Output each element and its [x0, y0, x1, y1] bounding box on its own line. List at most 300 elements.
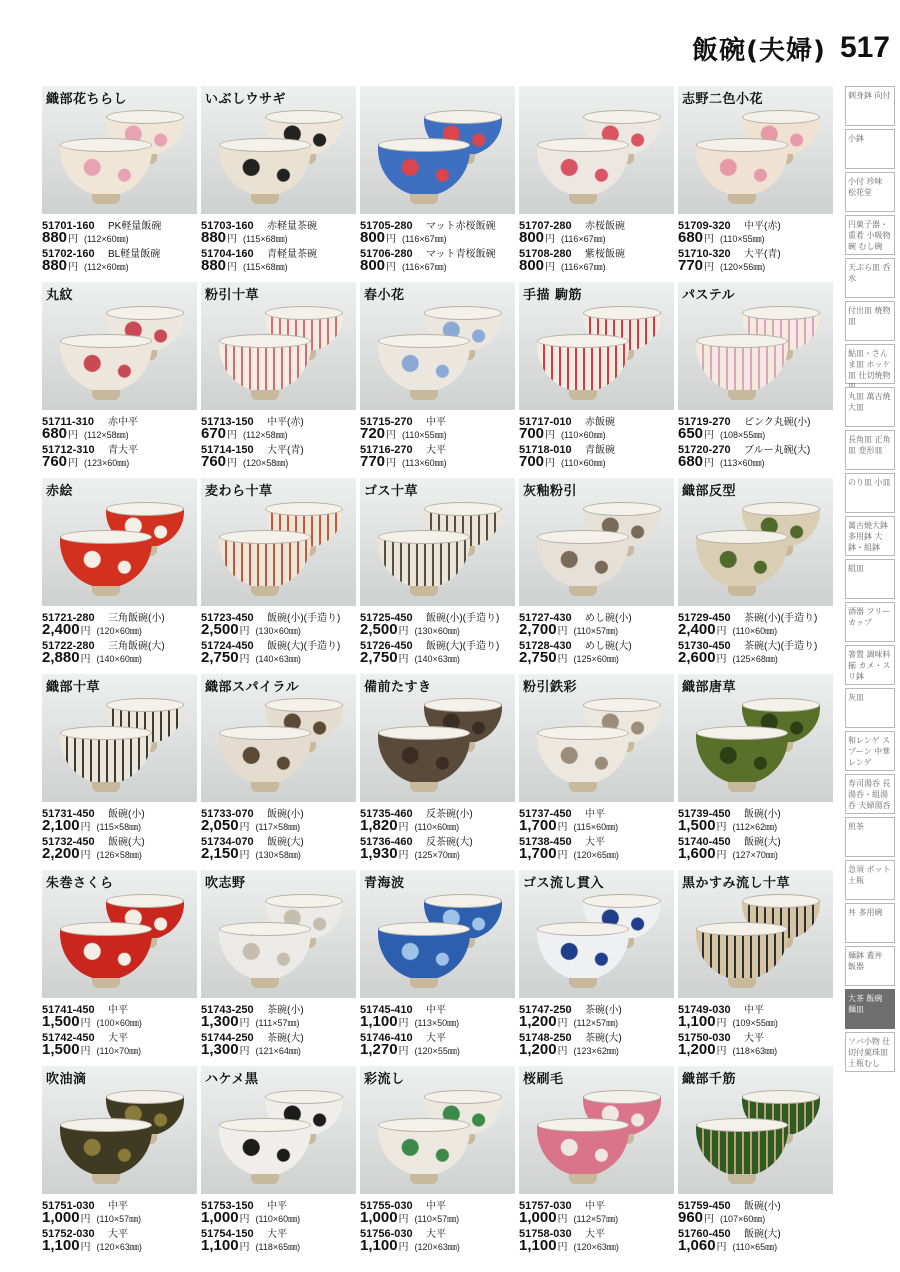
- item-code-line: [678, 637, 833, 652]
- product-card[interactable]: [360, 282, 515, 470]
- item-price: 700: [519, 425, 545, 442]
- yen-unit: 円: [239, 1018, 250, 1029]
- item-size: (121×64㎜): [255, 1046, 301, 1056]
- item-price: 2,500: [360, 621, 398, 638]
- item-price: 770: [678, 257, 704, 274]
- product-card[interactable]: [201, 1066, 356, 1254]
- item-size: (126×58㎜): [96, 850, 142, 860]
- product-card[interactable]: [201, 674, 356, 862]
- sidebar-tab[interactable]: ソバ小物 仕切付菓珠皿 土瓶むし: [845, 1032, 895, 1072]
- sidebar-tab[interactable]: 小付 珍味 松花堂: [845, 172, 895, 212]
- product-card[interactable]: [42, 674, 197, 862]
- page-title: 飯碗(夫婦): [692, 35, 826, 66]
- item-size: (110×70㎜): [96, 1046, 142, 1056]
- series-name: 備前たすき: [364, 680, 432, 695]
- bowl-image: [219, 928, 311, 980]
- item-code: 51701-160: [42, 220, 95, 232]
- product-info: [360, 217, 515, 273]
- item-name: 飯碗(大): [267, 837, 304, 848]
- item-price-line: [201, 817, 356, 833]
- product-photo: [201, 282, 356, 410]
- item-code: 51736-460: [360, 836, 413, 848]
- sidebar-tab[interactable]: 刺身鉢 向付: [845, 86, 895, 126]
- product-info: [360, 413, 515, 469]
- item-name: 中平: [108, 1201, 128, 1212]
- product-photo: [201, 86, 356, 214]
- item-size: (130×60㎜): [414, 626, 460, 636]
- bowl-image: [378, 144, 470, 196]
- sidebar-tab[interactable]: 煎茶: [845, 817, 895, 857]
- bowl-image: [378, 732, 470, 784]
- yen-unit: 円: [557, 626, 568, 637]
- item-name: 大平: [744, 1033, 764, 1044]
- item-code: 51709-320: [678, 220, 731, 232]
- item-price-line: [42, 1013, 197, 1029]
- item-price-line: [360, 425, 515, 441]
- item-name: 大平: [585, 1229, 605, 1240]
- item-name: 大平: [108, 1229, 128, 1240]
- product-info: [42, 805, 197, 861]
- item-name: 茶碗(小): [267, 1005, 304, 1016]
- yen-unit: 円: [386, 430, 397, 441]
- item-name: 飯碗(小): [108, 809, 145, 820]
- item-price: 720: [360, 425, 386, 442]
- sidebar-tab[interactable]: 寿司湯呑 長湯呑・組湯呑 夫婦湯呑: [845, 774, 895, 814]
- item-code-line: [201, 833, 356, 848]
- item-code: 51720-270: [678, 444, 731, 456]
- item-name: 大平: [585, 837, 605, 848]
- product-card[interactable]: [42, 1066, 197, 1254]
- item-price: 2,400: [678, 621, 716, 638]
- product-photo: [360, 674, 515, 802]
- product-photo: [678, 870, 833, 998]
- product-photo: [519, 86, 674, 214]
- item-code-line: [42, 441, 197, 456]
- item-price-line: [360, 1013, 515, 1029]
- item-name: BL軽量飯碗: [108, 249, 161, 260]
- product-photo: [201, 870, 356, 998]
- item-size: (112×58㎜): [243, 430, 288, 440]
- product-card[interactable]: [678, 282, 833, 470]
- item-name: 中平: [426, 1201, 446, 1212]
- page-header: [640, 28, 890, 68]
- item-price: 2,150: [201, 845, 239, 862]
- item-code: 51719-270: [678, 416, 731, 428]
- product-card[interactable]: [42, 870, 197, 1058]
- bowl-image: [696, 928, 788, 980]
- item-price-line: [519, 1237, 674, 1253]
- item-code: 51751-030: [42, 1200, 95, 1212]
- yen-unit: 円: [239, 1214, 250, 1225]
- product-photo: [201, 1066, 356, 1194]
- item-price: 760: [201, 453, 227, 470]
- item-size: (100×60㎜): [96, 1018, 142, 1028]
- item-name: 飯碗(大): [108, 837, 145, 848]
- item-code: 51704-160: [201, 248, 254, 260]
- bowl-image: [219, 1124, 311, 1176]
- item-name: 茶碗(小)(手造り): [744, 613, 818, 624]
- item-code-line: [519, 217, 674, 232]
- bowl-image: [537, 536, 629, 588]
- sidebar-tab[interactable]: 丼 多用碗: [845, 903, 895, 943]
- item-size: (110×57㎜): [573, 626, 619, 636]
- item-size: (110×57㎜): [96, 1214, 142, 1224]
- item-price: 680: [678, 229, 704, 246]
- item-price: 1,000: [360, 1209, 398, 1226]
- sidebar-tab[interactable]: 付出皿 焼物皿: [845, 301, 895, 341]
- sidebar-tab[interactable]: 灰皿: [845, 688, 895, 728]
- item-size: (110×55㎜): [720, 234, 765, 244]
- item-price: 1,300: [201, 1041, 239, 1058]
- item-size: (116×67㎜): [561, 234, 606, 244]
- yen-unit: 円: [716, 822, 727, 833]
- product-card[interactable]: [360, 1066, 515, 1254]
- item-code-line: [201, 413, 356, 428]
- item-price: 880: [201, 257, 227, 274]
- product-card[interactable]: [519, 86, 674, 274]
- item-code: 51743-250: [201, 1004, 254, 1016]
- product-card[interactable]: [360, 86, 515, 274]
- product-card[interactable]: [519, 478, 674, 666]
- product-info: [201, 413, 356, 469]
- product-card[interactable]: [201, 478, 356, 666]
- product-photo: [519, 674, 674, 802]
- yen-unit: 円: [545, 430, 556, 441]
- product-card[interactable]: [201, 282, 356, 470]
- bowl-image: [60, 144, 152, 196]
- product-photo: [678, 86, 833, 214]
- product-card[interactable]: [42, 478, 197, 666]
- item-price-line: [519, 1209, 674, 1225]
- product-photo: [360, 86, 515, 214]
- product-info: [42, 609, 197, 665]
- item-code: 51732-450: [42, 836, 95, 848]
- yen-unit: 円: [68, 458, 79, 469]
- item-code-line: [360, 1029, 515, 1044]
- item-code-line: [519, 805, 674, 820]
- product-photo: [678, 282, 833, 410]
- item-price: 2,400: [42, 621, 80, 638]
- product-grid: [42, 86, 837, 1254]
- yen-unit: 円: [80, 654, 91, 665]
- series-name: 吹油滴: [46, 1072, 87, 1087]
- sidebar-tab[interactable]: 長角皿 正角皿 変形皿: [845, 430, 895, 470]
- product-photo: [201, 478, 356, 606]
- sidebar-tab[interactable]: 萬古焼大鉢 多用鉢 大鉢・組鉢: [845, 516, 895, 556]
- item-code: 51760-450: [678, 1228, 731, 1240]
- item-name: 大平(青): [744, 249, 781, 260]
- sidebar-tab[interactable]: 麺鉢 蓋丼 飯器: [845, 946, 895, 986]
- item-price: 1,930: [360, 845, 398, 862]
- sidebar-tab[interactable]: 鮎皿・さんま皿 ホッケ皿 仕切焼物: [845, 344, 895, 384]
- item-name: 大平: [426, 1229, 446, 1240]
- product-info: [201, 1001, 356, 1057]
- item-code: 51707-280: [519, 220, 572, 232]
- product-card[interactable]: [201, 870, 356, 1058]
- yen-unit: 円: [716, 1018, 727, 1029]
- yen-unit: 円: [557, 1242, 568, 1253]
- item-price: 700: [519, 453, 545, 470]
- item-size: (113×60㎜): [720, 458, 765, 468]
- item-name: ピンク丸碗(小): [744, 417, 811, 428]
- product-info: [678, 1197, 833, 1253]
- product-card[interactable]: [678, 86, 833, 274]
- yen-unit: 円: [545, 234, 556, 245]
- item-name: 中平: [267, 1201, 287, 1212]
- item-price: 800: [360, 229, 386, 246]
- item-code: 51750-030: [678, 1032, 731, 1044]
- item-code: 51724-450: [201, 640, 254, 652]
- yen-unit: 円: [557, 1214, 568, 1225]
- item-size: (115×68㎜): [243, 234, 288, 244]
- product-photo: [42, 1066, 197, 1194]
- item-code-line: [678, 1197, 833, 1212]
- item-code-line: [678, 441, 833, 456]
- product-photo: [519, 282, 674, 410]
- product-info: [360, 1001, 515, 1057]
- item-name: 青飯碗: [585, 445, 615, 456]
- item-name: 飯碗(小): [267, 809, 304, 820]
- item-name: 飯碗(小): [744, 1201, 781, 1212]
- category-sidebar: [845, 86, 895, 1072]
- yen-unit: 円: [716, 1242, 727, 1253]
- item-size: (110×57㎜): [414, 1214, 460, 1224]
- item-code-line: [360, 1225, 515, 1240]
- item-code: 51735-460: [360, 808, 413, 820]
- yen-unit: 円: [80, 1242, 91, 1253]
- product-info: [678, 217, 833, 273]
- item-price-line: [201, 1013, 356, 1029]
- bowl-image: [378, 340, 470, 392]
- product-info: [201, 805, 356, 861]
- item-price: 2,500: [201, 621, 239, 638]
- sidebar-tab[interactable]: 小鉢: [845, 129, 895, 169]
- item-price: 800: [519, 257, 545, 274]
- bowl-image: [537, 144, 629, 196]
- sidebar-tab[interactable]: 急須 ポット 土瓶: [845, 860, 895, 900]
- item-size: (110×60㎜): [414, 822, 460, 832]
- item-code: 51758-030: [519, 1228, 572, 1240]
- yen-unit: 円: [386, 458, 397, 469]
- item-size: (112×57㎜): [573, 1018, 619, 1028]
- item-price-line: [678, 817, 833, 833]
- item-price: 1,100: [42, 1237, 80, 1254]
- item-code-line: [519, 1029, 674, 1044]
- product-card[interactable]: [678, 674, 833, 862]
- item-name: ブルー丸碗(大): [744, 445, 811, 456]
- item-name: 赤桜飯碗: [585, 221, 625, 232]
- item-name: 中平: [108, 1005, 128, 1016]
- item-code: 51728-430: [519, 640, 572, 652]
- series-name: 丸紋: [46, 288, 74, 303]
- item-price: 1,000: [42, 1209, 80, 1226]
- product-info: [360, 1197, 515, 1253]
- sidebar-tab[interactable]: 箸置 調味料揃 カメ・スリ鉢: [845, 645, 895, 685]
- series-name: 織部反型: [682, 484, 737, 499]
- yen-unit: 円: [398, 1214, 409, 1225]
- item-price: 2,200: [42, 845, 80, 862]
- item-size: (107×60㎜): [720, 1214, 766, 1224]
- item-code-line: [201, 609, 356, 624]
- series-name: 吹志野: [205, 876, 246, 891]
- item-price-line: [678, 1209, 833, 1225]
- item-code: 51714-150: [201, 444, 254, 456]
- item-price: 1,600: [678, 845, 716, 862]
- item-size: (116×67㎜): [561, 262, 606, 272]
- item-price: 880: [42, 257, 68, 274]
- product-photo: [678, 674, 833, 802]
- item-name: PK軽量飯碗: [108, 221, 162, 232]
- product-card[interactable]: [42, 282, 197, 470]
- product-photo: [360, 870, 515, 998]
- bowl-image: [60, 1124, 152, 1176]
- product-card[interactable]: [360, 870, 515, 1058]
- item-code-line: [678, 1029, 833, 1044]
- item-code: 51703-160: [201, 220, 254, 232]
- item-name: 三角飯碗(小): [108, 613, 165, 624]
- item-price-line: [678, 845, 833, 861]
- item-name: 飯碗(大)(手造り): [426, 641, 500, 652]
- yen-unit: 円: [704, 1214, 715, 1225]
- sidebar-tab[interactable]: 和レンゲ スプーン 中華レンゲ: [845, 731, 895, 771]
- item-code: 51725-450: [360, 612, 413, 624]
- item-name: 飯碗(大)(手造り): [267, 641, 341, 652]
- item-name: 茶碗(大)(手造り): [744, 641, 818, 652]
- item-size: (112×60㎜): [84, 262, 129, 272]
- product-card[interactable]: [519, 870, 674, 1058]
- product-card[interactable]: [678, 870, 833, 1058]
- sidebar-tab[interactable]: 大茶 飯碗 麺皿: [845, 989, 895, 1029]
- sidebar-tab[interactable]: 丸皿 萬古焼大皿: [845, 387, 895, 427]
- item-code-line: [360, 1001, 515, 1016]
- yen-unit: 円: [704, 234, 715, 245]
- series-name: ハケメ黒: [205, 1072, 259, 1087]
- item-size: (116×67㎜): [402, 234, 447, 244]
- item-name: マット赤桜飯碗: [426, 221, 496, 232]
- product-card[interactable]: [42, 86, 197, 274]
- item-name: 大平: [108, 1033, 128, 1044]
- product-info: [360, 609, 515, 665]
- item-size: (120×63㎜): [96, 1242, 142, 1252]
- yen-unit: 円: [227, 234, 238, 245]
- product-info: [678, 1001, 833, 1057]
- product-card[interactable]: [519, 282, 674, 470]
- item-size: (111×57㎜): [255, 1018, 300, 1028]
- yen-unit: 円: [545, 458, 556, 469]
- item-price-line: [201, 425, 356, 441]
- item-size: (110×60㎜): [255, 1214, 301, 1224]
- sidebar-tab[interactable]: のり皿 小皿: [845, 473, 895, 513]
- item-price-line: [42, 229, 197, 245]
- item-size: (120×63㎜): [414, 1242, 460, 1252]
- item-size: (127×70㎜): [732, 850, 778, 860]
- product-photo: [42, 282, 197, 410]
- product-card[interactable]: [201, 86, 356, 274]
- item-code-line: [519, 441, 674, 456]
- item-code-line: [201, 1001, 356, 1016]
- bowl-image: [696, 1124, 788, 1176]
- product-card[interactable]: [519, 1066, 674, 1254]
- sidebar-tab[interactable]: 円菓子器・重肴 小吸物碗 むし碗: [845, 215, 895, 255]
- item-price: 2,750: [201, 649, 239, 666]
- series-name: 手描 駒筋: [523, 288, 583, 303]
- product-card[interactable]: [678, 1066, 833, 1254]
- item-name: めし碗(大): [585, 641, 632, 652]
- item-price-line: [519, 621, 674, 637]
- item-code-line: [201, 217, 356, 232]
- product-info: [519, 1001, 674, 1057]
- item-code-line: [678, 217, 833, 232]
- product-card[interactable]: [678, 478, 833, 666]
- item-price: 1,500: [678, 817, 716, 834]
- item-price: 1,820: [360, 817, 398, 834]
- item-price-line: [519, 845, 674, 861]
- bowl-image: [378, 928, 470, 980]
- yen-unit: 円: [80, 1214, 91, 1225]
- page-number: 517: [839, 31, 890, 64]
- bowl-image: [378, 1124, 470, 1176]
- yen-unit: 円: [68, 430, 79, 441]
- yen-unit: 円: [716, 626, 727, 637]
- item-price: 1,200: [519, 1013, 557, 1030]
- item-code: 51749-030: [678, 1004, 731, 1016]
- item-code-line: [360, 217, 515, 232]
- item-code-line: [42, 1001, 197, 1016]
- bowl-image: [696, 340, 788, 392]
- item-size: (125×68㎜): [732, 654, 778, 664]
- item-size: (113×50㎜): [414, 1018, 460, 1028]
- item-code-line: [360, 441, 515, 456]
- item-code-line: [201, 1225, 356, 1240]
- product-card[interactable]: [519, 674, 674, 862]
- item-price: 1,100: [360, 1237, 398, 1254]
- item-code-line: [201, 245, 356, 260]
- item-size: (112×58㎜): [84, 430, 129, 440]
- sidebar-tab[interactable]: 組皿: [845, 559, 895, 599]
- item-code: 51753-150: [201, 1200, 254, 1212]
- item-code-line: [678, 609, 833, 624]
- product-info: [519, 413, 674, 469]
- yen-unit: 円: [398, 626, 409, 637]
- yen-unit: 円: [227, 458, 238, 469]
- bowl-image: [537, 732, 629, 784]
- item-code-line: [519, 609, 674, 624]
- bowl-image: [696, 536, 788, 588]
- item-code: 51756-030: [360, 1228, 413, 1240]
- item-price-line: [42, 1041, 197, 1057]
- item-size: (118×65㎜): [255, 1242, 301, 1252]
- product-card[interactable]: [360, 674, 515, 862]
- product-card[interactable]: [360, 478, 515, 666]
- yen-unit: 円: [68, 234, 79, 245]
- item-code-line: [519, 1001, 674, 1016]
- product-photo: [360, 478, 515, 606]
- item-price: 650: [678, 425, 704, 442]
- yen-unit: 円: [398, 822, 409, 833]
- series-name: 赤絵: [46, 484, 74, 499]
- sidebar-tab[interactable]: 天ぷら皿 呑水: [845, 258, 895, 298]
- sidebar-tab[interactable]: 酒器 フリーカップ: [845, 602, 895, 642]
- item-price-line: [201, 453, 356, 469]
- item-price: 1,100: [519, 1237, 557, 1254]
- item-code: 51722-280: [42, 640, 95, 652]
- item-code-line: [519, 245, 674, 260]
- item-code: 51713-150: [201, 416, 254, 428]
- item-code-line: [42, 413, 197, 428]
- item-price: 1,500: [42, 1041, 80, 1058]
- item-price: 680: [678, 453, 704, 470]
- item-size: (140×63㎜): [255, 654, 301, 664]
